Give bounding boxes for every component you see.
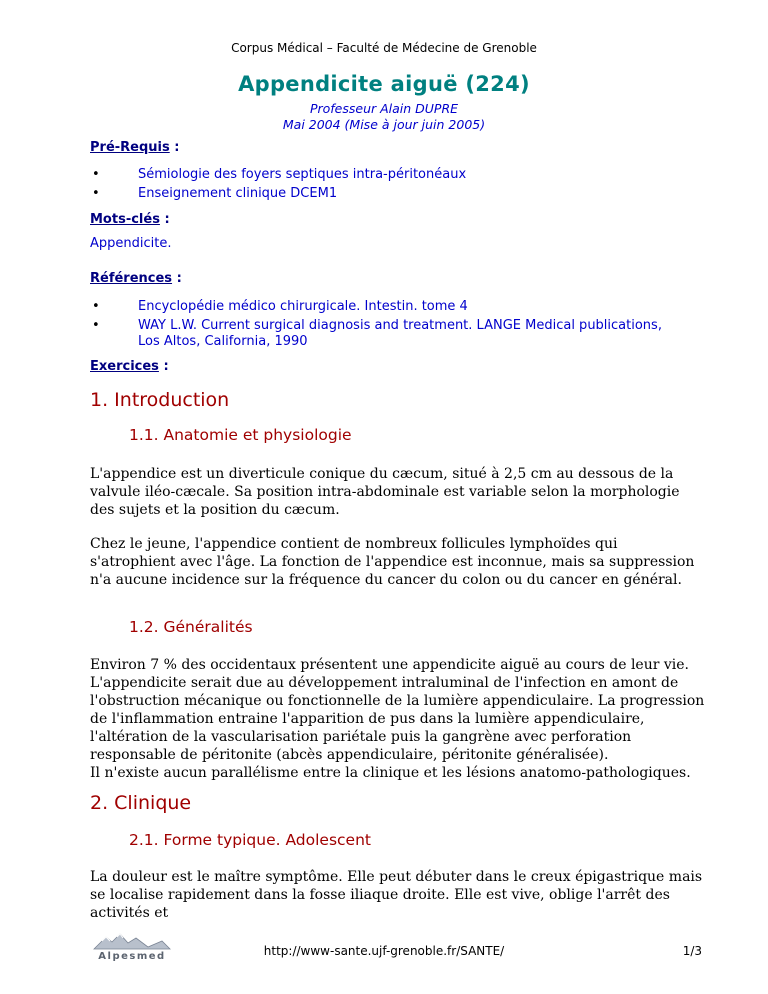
- exercices-link[interactable]: Exercices: [90, 359, 159, 374]
- paragraph: Il n'existe aucun parallélisme entre la clinique et les lésions anatomo-pathologiques.: [90, 765, 691, 781]
- label-colon: :: [158, 359, 169, 374]
- paragraph: Environ 7 % des occidentaux présentent une appendicite aiguë au cours de leur vie. L'appendicite serait due au développement intraluminal de l'infection en amont de l'obstruction mécanique ou fonctionnelle de la lumière appendiculaire. La progression de l'inflammation entraine l'apparition de pus dans la lumière appendiculaire, l'altération de la vascularisation pariétale puis la gangrène avec perforation responsable de péritonite (abcès appendiculaire, péritonite généralisée).: [90, 657, 705, 763]
- subsection-heading: 1.2. Généralités: [129, 618, 253, 636]
- footer-url-link[interactable]: http://www-sante.ujf-grenoble.fr/SANTE/: [263, 944, 505, 958]
- prerequis-link[interactable]: Pré-Requis: [90, 140, 170, 155]
- references-list: [90, 299, 670, 353]
- paragraph: Chez le jeune, l'appendice contient de nombreux follicules lymphoïdes qui s'atrophient avec l'âge. La fonction de l'appendice est inconnue, mais sa suppression n'a aucune incidence sur la fréquence du cancer du colon ou du cancer en général.: [90, 536, 695, 588]
- list-item: • Sémiologie des foyers septiques intra-péritonéaux: [90, 167, 690, 183]
- list-item: • WAY L.W. Current surgical diagnosis and treatment. LANGE Medical publications, Los Altos, California, 1990: [90, 318, 670, 350]
- document-title: Appendicite aiguë (224): [238, 72, 530, 96]
- exercices-label[interactable]: [90, 359, 169, 374]
- author-name: Professeur Alain DUPRE: [309, 101, 459, 116]
- prerequis-label[interactable]: [90, 140, 179, 155]
- document-date: Mai 2004 (Mise à jour juin 2005): [282, 117, 486, 132]
- label-colon: :: [169, 140, 180, 155]
- mots-cles-label[interactable]: [90, 212, 170, 227]
- running-header: Corpus Médical – Faculté de Médecine de Grenoble: [231, 41, 537, 55]
- references-link[interactable]: Références: [90, 271, 173, 286]
- label-colon: :: [172, 271, 182, 286]
- subsection-heading: 2.1. Forme typique. Adolescent: [129, 831, 371, 849]
- section-heading: 1. Introduction: [90, 389, 230, 411]
- logo-text: Alpesmed: [98, 951, 166, 961]
- list-item: • Encyclopédie médico chirurgicale. Intestin. tome 4: [90, 299, 670, 315]
- paragraph: L'appendice est un diverticule conique du cæcum, situé à 2,5 cm au dessous de la valvule iléo-cæcale. Sa position intra-abdominale est variable selon la morphologie des sujets et la position du cæcum.: [90, 466, 680, 518]
- author-block: [0, 101, 768, 133]
- page-number: 1/3: [682, 944, 702, 958]
- subsection-heading: 1.1. Anatomie et physiologie: [129, 426, 352, 444]
- list-item: • Enseignement clinique DCEM1: [90, 186, 690, 202]
- prerequis-list: [90, 167, 690, 205]
- mots-cles-link[interactable]: Mots-clés: [90, 212, 160, 227]
- mots-cles-text: Appendicite.: [90, 236, 172, 251]
- label-colon: :: [159, 212, 170, 227]
- paragraph: La douleur est le maître symptôme. Elle peut débuter dans le creux épigastrique mais se localise rapidement dans la fosse iliaque droite. Elle est vive, oblige l'arrêt des activités et: [90, 869, 703, 921]
- section-heading: 2. Clinique: [90, 792, 192, 814]
- references-label[interactable]: [90, 271, 182, 286]
